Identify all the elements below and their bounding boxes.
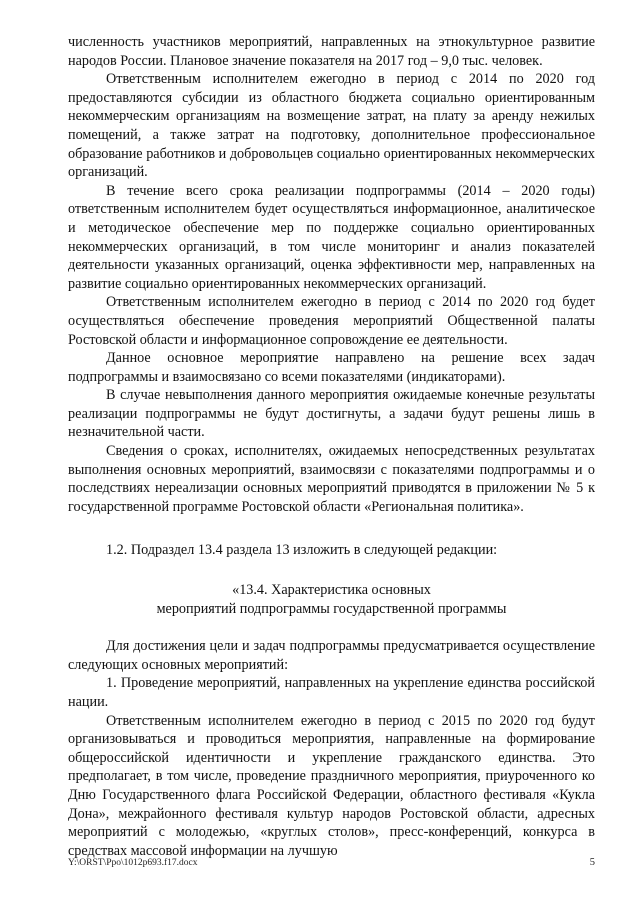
section-heading-line-1: «13.4. Характеристика основных bbox=[232, 582, 431, 599]
paragraph-continuation: численность участников мероприятий, направленных на этнокультурное развитие народов России. Плановое значение показателя на 2017 год – 9,0 тыс. человек. bbox=[68, 34, 595, 69]
section-heading-line-2: мероприятий подпрограммы государственной программы bbox=[156, 600, 507, 617]
page-number: 5 bbox=[589, 857, 595, 868]
paragraph-consequences: В случае невыполнения данного мероприятия ожидаемые конечные результаты реализации подпрограммы не будут достигнуты, а задачи будут решены лишь в незначительной части. bbox=[68, 387, 595, 441]
paragraph-activity-1-details: Ответственным исполнителем ежегодно в период с 2015 по 2020 год будут организовываться и проводиться мероприятия, направленные на формирование общероссийской идентичности и укрепление гражданского единства. Это предполагает, в том числе, проведение праздничного мероприятия, приуроченного ко Дню Государственного флага Российской Федерации, областного фестиваля «Кукла Дона», межрайонного фестиваля культур народов Ростовской области, адресных мероприятий с молодежью, «круглых столов», пресс-конференций, конкурса в средствах массовой информации на лучшую bbox=[68, 712, 595, 859]
footer-file-path: Y:\ORST\Ppo\1012p693.f17.docx bbox=[68, 858, 198, 868]
amendment-instruction: 1.2. Подраздел 13.4 раздела 13 изложить в следующей редакции: bbox=[106, 542, 498, 559]
paragraph-information-support: В течение всего срока реализации подпрограммы (2014 – 2020 годы) ответственным исполнителем будет осуществляться информационное, аналитическое и методическое обеспечение мер по поддержке социально ориентированных некоммерческих организаций, в том числе мониторинг и анализ показателей деятельности указанных организаций, оценка эффективности мер, направленных на развитие социально ориентированных некоммерческих организаций. bbox=[68, 182, 595, 292]
document-body bbox=[68, 33, 595, 860]
paragraph-tasks: Данное основное мероприятие направлено на решение всех задач подпрограммы и взаимосвязано со всеми показателями (индикаторами). bbox=[68, 350, 595, 385]
paragraph-main-activities: Для достижения цели и задач подпрограммы предусматривается осуществление следующих основных мероприятий: bbox=[68, 638, 595, 673]
paragraph-activity-1: 1. Проведение мероприятий, направленных на укрепление единства российской нации. bbox=[68, 675, 595, 710]
paragraph-public-chamber: Ответственным исполнителем ежегодно в период с 2014 по 2020 год будет осуществляться обеспечение проведения мероприятий Общественной палаты Ростовской области и информационное сопровождение ее деятельности. bbox=[68, 294, 595, 348]
paragraph-appendix-reference: Сведения о сроках, исполнителях, ожидаемых непосредственных результатах выполнения основных мероприятий, взаимосвязи с показателями подпрограммы и о последствиях нереализации основных мероприятий приводятся в приложении № 5 к государственной программе Ростовской области «Региональная политика». bbox=[68, 443, 595, 515]
paragraph-subsidies: Ответственным исполнителем ежегодно в период с 2014 по 2020 год предоставляются субсидии из областного бюджета социально ориентированным некоммерческим организациям на возмещение затрат, на плату за аренду нежилых помещений, а также затрат на подготовку, дополнительное профессиональное образование работников и добровольцев социально ориентированных некоммерческих организаций. bbox=[68, 71, 595, 181]
